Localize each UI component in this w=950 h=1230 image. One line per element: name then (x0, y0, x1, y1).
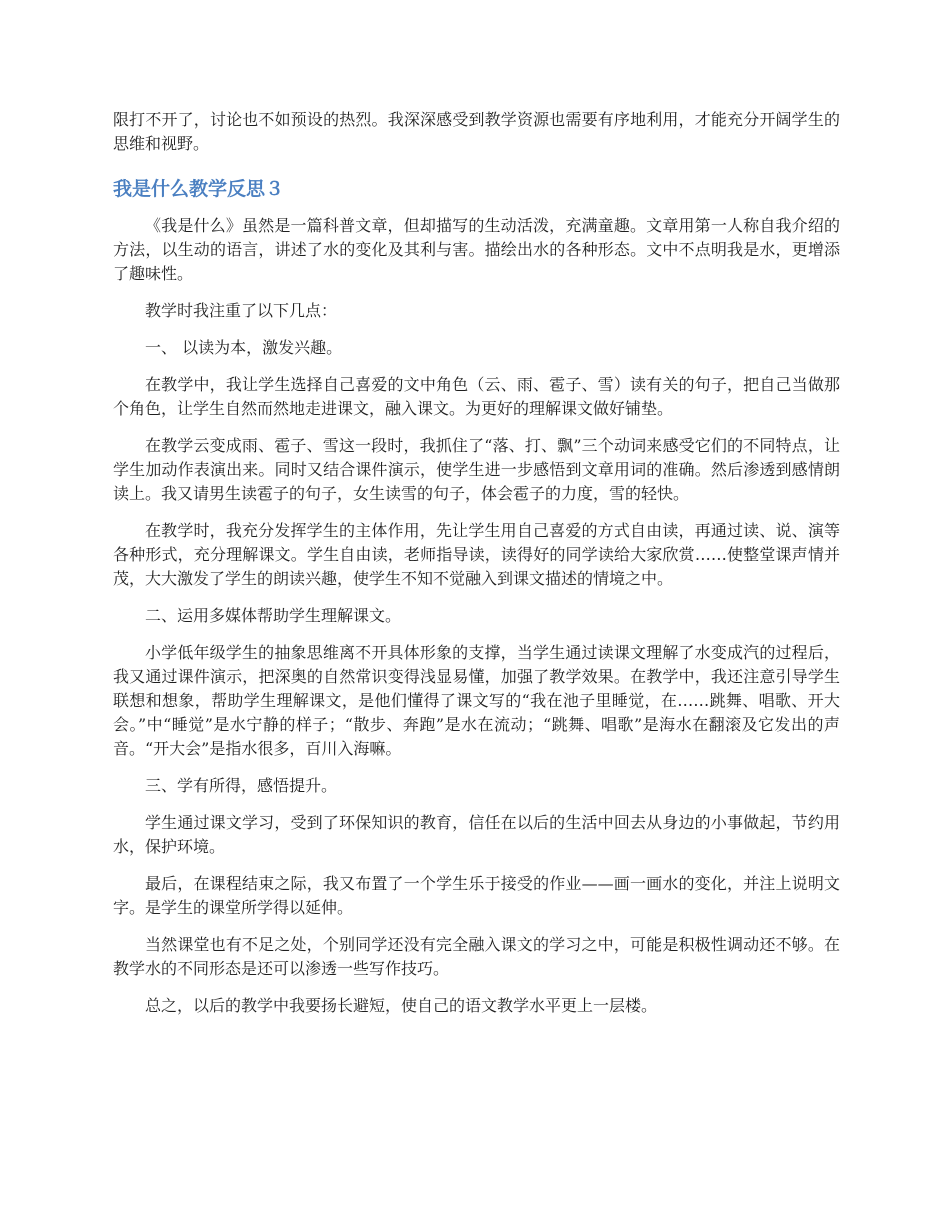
list-heading: 二、运用多媒体帮助学生理解课文。 (145, 606, 402, 625)
section-title: 我是什么教学反思３ (113, 178, 285, 200)
document-page (113, 108, 840, 1031)
list-heading: 一、 以读为本，激发兴趣。 (145, 338, 343, 357)
paragraph: 小学低年级学生的抽象思维离不开具体形象的支撑，当学生通过读课文理解了水变成汽的过程后，我又通过课件演示，把深奥的自然常识变得浅显易懂，加强了教学效果。在教学中，我还注意引导学生联想和想象，帮助学生理解课文，是他们懂得了课文写的“我在池子里睡觉，在……跳舞、唱歌、开大会。”中“睡觉”是水宁静的样子；“散步、奔跑”是水在流动；“跳舞、唱歌”是海水在翻滚及它发出的声音。“开大会”是指水很多，百川入海嘛。 (113, 643, 840, 758)
paragraph: 总之，以后的教学中我要扬长避短，使自己的语文教学水平更上一层楼。 (145, 996, 658, 1015)
list-heading: 三、学有所得，感悟提升。 (145, 776, 338, 795)
paragraph: 在教学中，我让学生选择自己喜爱的文中角色（云、雨、雹子、雪）读有关的句子，把自己当做那个角色，让学生自然而然地走进课文，融入课文。为更好的理解课文做好铺垫。 (113, 375, 840, 418)
paragraph: 当然课堂也有不足之处，个别同学还没有完全融入课文的学习之中，可能是积极性调动还不够。在教学水的不同形态是还可以渗透一些写作技巧。 (113, 935, 840, 978)
paragraph: 在教学时，我充分发挥学生的主体作用，先让学生用自己喜爱的方式自由读，再通过读、说、演等各种形式，充分理解课文。学生自由读，老师指导读，读得好的同学读给大家欣赏……使整堂课声情并茂，大大激发了学生的朗读兴趣，使学生不知不觉融入到课文描述的情境之中。 (113, 521, 840, 588)
paragraph: 最后，在课程结束之际，我又布置了一个学生乐于接受的作业——画一画水的变化，并注上说明文字。是学生的课堂所学得以延伸。 (113, 874, 840, 917)
paragraph: 《我是什么》虽然是一篇科普文章，但却描写的生动活泼，充满童趣。文章用第一人称自我介绍的方法，以生动的语言，讲述了水的变化及其利与害。描绘出水的各种形态。文中不点明我是水，更增添了趣味性。 (113, 216, 840, 283)
paragraph: 在教学云变成雨、雹子、雪这一段时，我抓住了“落、打、飘”三个动词来感受它们的不同特点，让学生加动作表演出来。同时又结合课件演示，使学生进一步感悟到文章用词的准确。然后渗透到感情朗读上。我又请男生读雹子的句子，女生读雪的句子，体会雹子的力度，雪的轻快。 (113, 436, 840, 503)
paragraph: 教学时我注重了以下几点： (145, 301, 338, 320)
paragraph: 学生通过课文学习，受到了环保知识的教育，信任在以后的生活中回去从身边的小事做起，节约用水，保护环境。 (113, 813, 840, 856)
continued-paragraph: 限打不开了，讨论也不如预设的热烈。我深深感受到教学资源也需要有序地利用，才能充分开阔学生的思维和视野。 (113, 110, 840, 153)
